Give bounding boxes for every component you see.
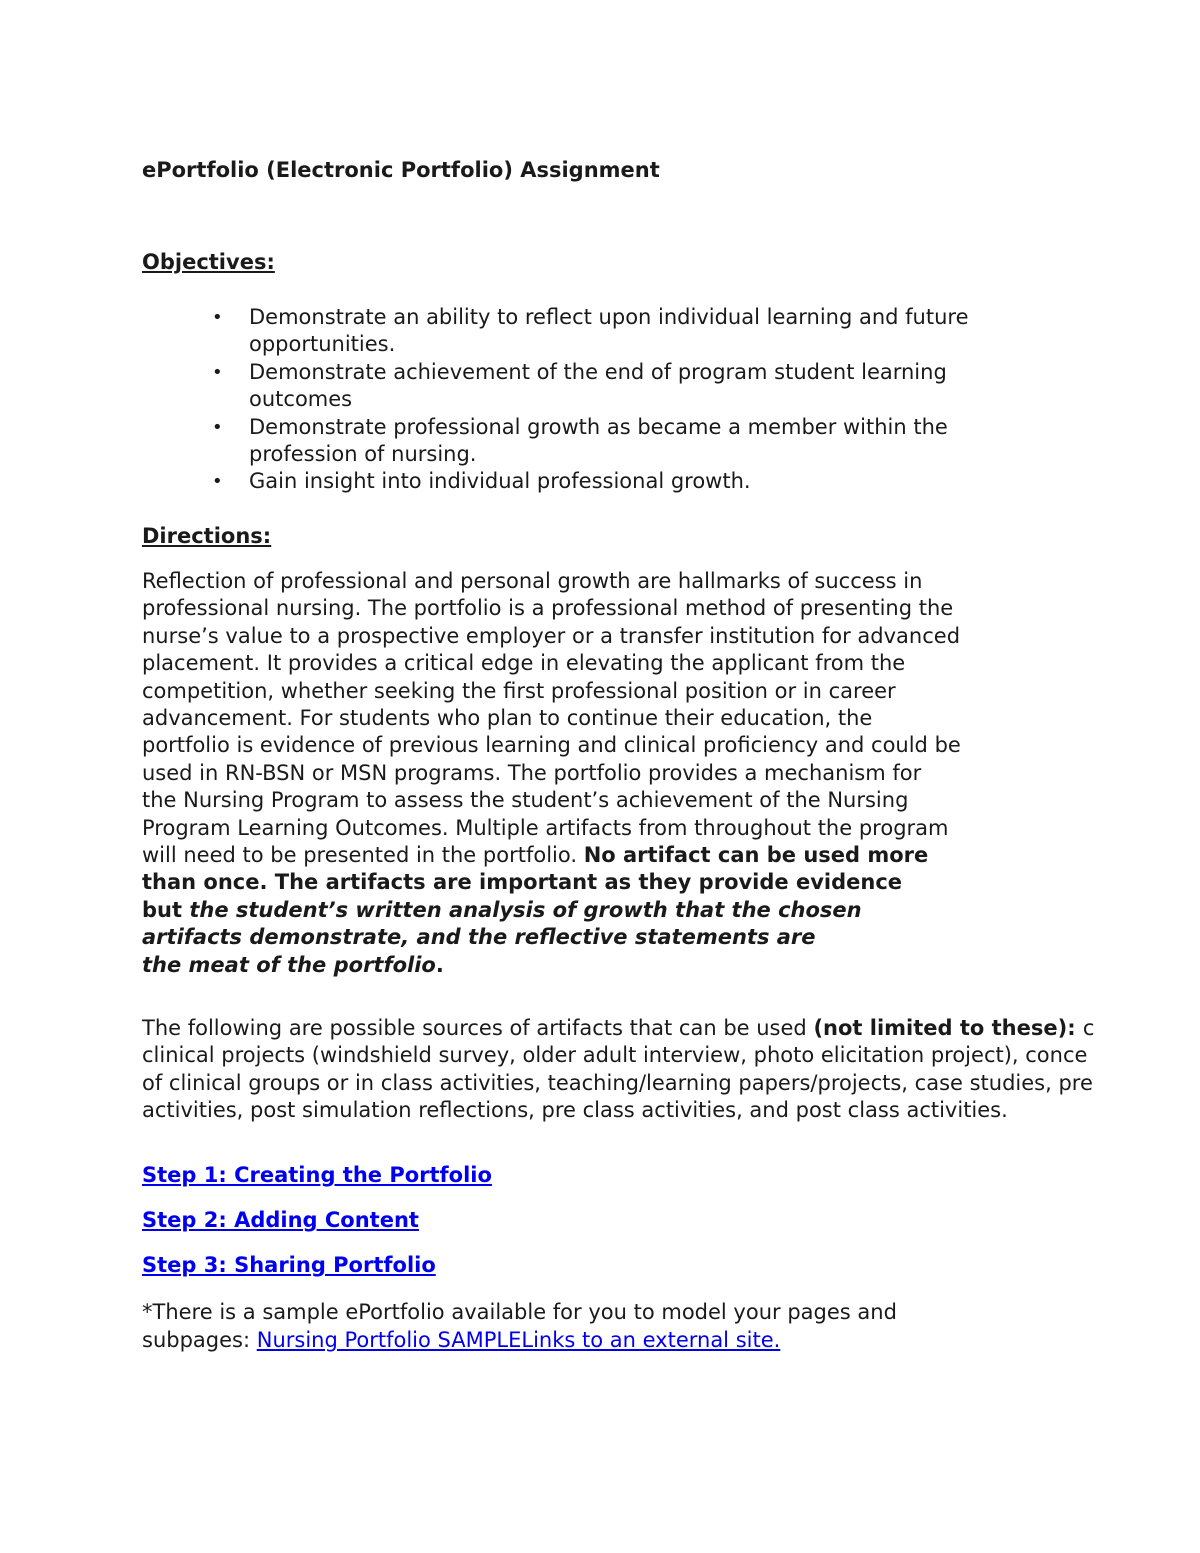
paragraph-line: nurse’s value to a prospective employer or a transfer institution for advanced	[142, 623, 961, 648]
paragraph-line: advancement. For students who plan to continue their education, the	[142, 706, 873, 731]
emphasis-text: .	[435, 952, 444, 977]
objectives-list	[212, 304, 1089, 496]
paragraph-text: will need to be presented in the portfolio.	[142, 843, 584, 868]
paragraph-line: activities, post simulation reflections, pre class activities, and post class activities.	[142, 1098, 1008, 1123]
emphasis-text: than once. The artifacts are important as they provide evidence	[142, 870, 903, 895]
paragraph-line: of clinical groups or in class activities, teaching/learning papers/projects, case studies, pre	[142, 1070, 1093, 1095]
sample-portfolio-link[interactable]: Nursing Portfolio SAMPLELinks to an external site.	[256, 1328, 781, 1352]
bullet-icon: •	[212, 416, 223, 438]
paragraph-line: portfolio is evidence of previous learning and clinical proficiency and could be	[142, 733, 961, 758]
step-2-link[interactable]: Step 2: Adding Content	[142, 1208, 419, 1232]
paragraph-line: competition, whether seeking the first professional position or in career	[142, 678, 896, 703]
paragraph-line	[142, 1326, 1102, 1354]
emphasis-italic-text: artifacts demonstrate, and the reflective statements are	[142, 925, 816, 950]
paragraph-line: professional nursing. The portfolio is a professional method of presenting the	[142, 596, 954, 621]
paragraph-text: c	[1082, 1016, 1095, 1040]
emphasis-text: No artifact can be used more	[583, 843, 929, 868]
paragraph-line	[142, 1015, 1200, 1042]
directions-paragraph	[142, 568, 1102, 979]
paragraph-text: subpages:	[142, 1328, 257, 1352]
sample-note	[142, 1298, 1102, 1354]
directions-heading: Directions:	[142, 524, 272, 548]
emphasis-text: (not limited to these):	[813, 1016, 1083, 1040]
paragraph-line	[142, 842, 1102, 869]
objective-text: outcomes	[249, 387, 353, 412]
objective-text: Gain insight into individual professional growth.	[249, 469, 751, 494]
list-item	[212, 468, 1089, 495]
emphasis-italic-text: the meat of the portfolio	[142, 952, 436, 977]
bullet-icon: •	[212, 361, 223, 383]
emphasis-text: but	[142, 897, 190, 922]
emphasis-italic-text: the student’s written analysis of growth that the chosen	[189, 897, 862, 922]
objective-text: Demonstrate an ability to reflect upon individual learning and future	[249, 305, 969, 329]
paragraph-line: Program Learning Outcomes. Multiple artifacts from throughout the program	[142, 815, 949, 840]
paragraph-line: the Nursing Program to assess the student’s achievement of the Nursing	[142, 788, 909, 813]
objective-text: Demonstrate professional growth as became a member within the	[249, 414, 948, 439]
paragraph-line: Reflection of professional and personal growth are hallmarks of success in	[142, 569, 923, 593]
paragraph-line	[142, 897, 1102, 924]
step-1-link[interactable]: Step 1: Creating the Portfolio	[142, 1163, 492, 1187]
bullet-icon: •	[212, 471, 223, 493]
paragraph-line: placement. It provides a critical edge in elevating the applicant from the	[142, 651, 906, 676]
paragraph-line	[142, 952, 1102, 979]
sources-paragraph	[142, 1015, 1200, 1125]
objective-text: opportunities.	[249, 332, 396, 357]
list-item	[212, 304, 1089, 359]
paragraph-text: The following are possible sources of artifacts that can be used	[142, 1016, 814, 1040]
document-title: ePortfolio (Electronic Portfolio) Assignment	[142, 158, 660, 182]
objectives-heading: Objectives:	[142, 250, 275, 274]
paragraph-line: *There is a sample ePortfolio available for you to model your pages and	[142, 1300, 897, 1324]
objective-text: Demonstrate achievement of the end of program student learning	[249, 359, 947, 384]
paragraph-line: clinical projects (windshield survey, older adult interview, photo elicitation project), conce	[142, 1043, 1088, 1068]
paragraph-line: used in RN-BSN or MSN programs. The portfolio provides a mechanism for	[142, 760, 922, 785]
objective-text: profession of nursing.	[249, 442, 477, 467]
list-item	[212, 359, 1089, 414]
bullet-icon: •	[212, 307, 223, 328]
list-item	[212, 414, 1089, 469]
step-3-link[interactable]: Step 3: Sharing Portfolio	[142, 1253, 436, 1277]
